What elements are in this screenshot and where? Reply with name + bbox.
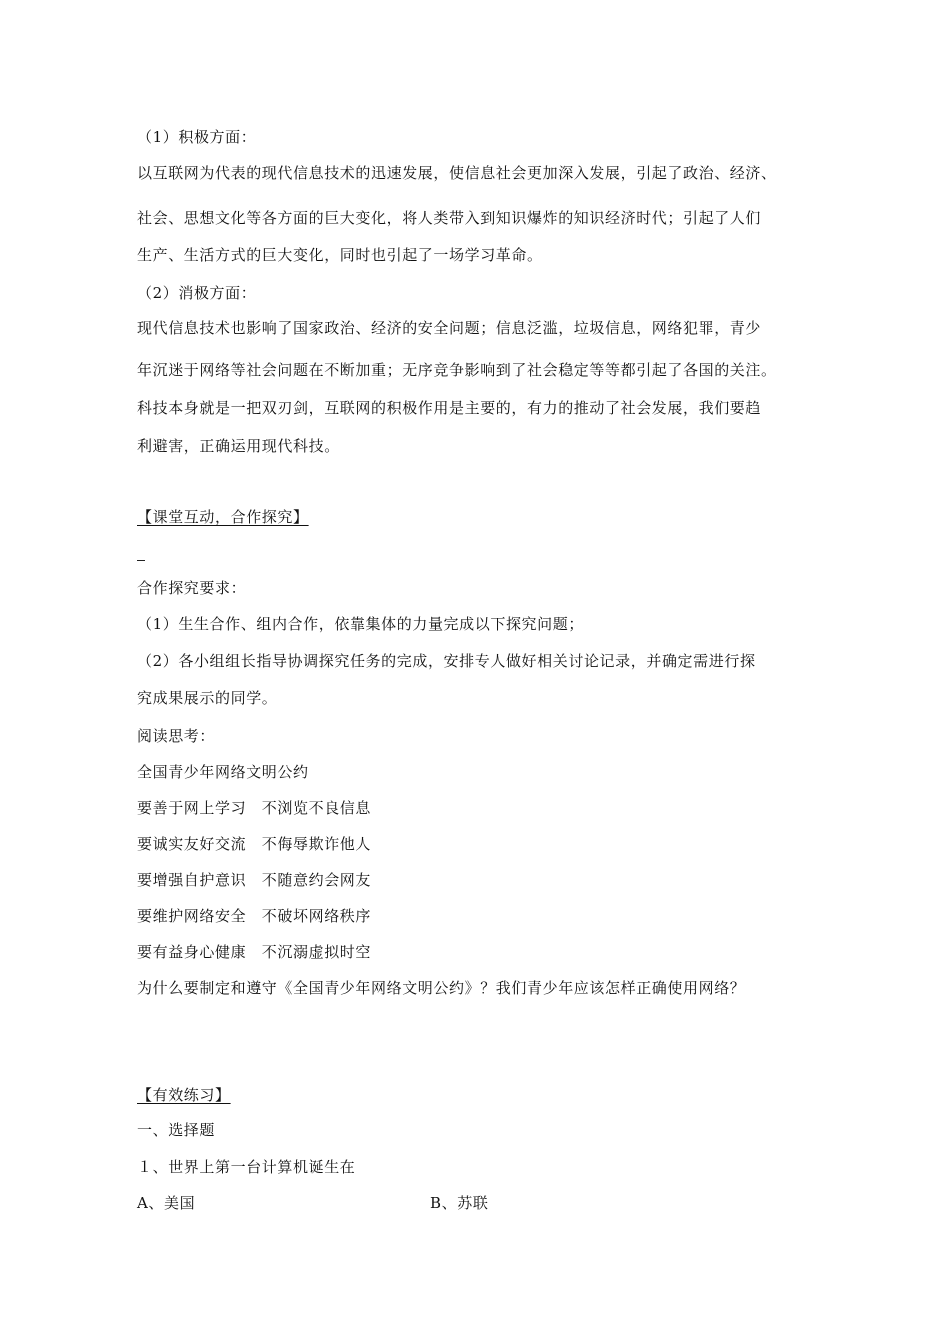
positive-paragraph-line: 社会、思想文化等各方面的巨大变化，将人类带入到知识爆炸的知识经济时代；引起了人们 (137, 209, 762, 227)
negative-paragraph-line: 现代信息技术也影响了国家政治、经济的安全问题；信息泛滥，垃圾信息，网络犯罪，青少 (137, 319, 762, 337)
convention-line: 要维护网络安全 不破坏网络秩序 (137, 907, 372, 925)
section-heading-practice: 【有效练习】 (137, 1086, 231, 1104)
negative-heading: （2）消极方面： (137, 284, 257, 302)
question-item: １、世界上第一台计算机诞生在 (137, 1158, 356, 1176)
requirement-item: （2）各小组组长指导协调探究任务的完成，安排专人做好相关讨论记录，并确定需进行探 (137, 652, 756, 670)
part-title: 一、选择题 (137, 1121, 216, 1139)
negative-paragraph-line: 科技本身就是一把双刃剑，互联网的积极作用是主要的，有力的推动了社会发展，我们要趋 (137, 399, 762, 417)
positive-heading: （1）积极方面： (137, 128, 257, 146)
section-heading-interaction: 【课堂互动，合作探究】 (137, 508, 309, 526)
convention-line: 要善于网上学习 不浏览不良信息 (137, 799, 372, 817)
requirements-title: 合作探究要求： (137, 579, 247, 597)
short-dash-divider (137, 560, 145, 561)
convention-title: 全国青少年网络文明公约 (137, 763, 309, 781)
option-b: B、苏联 (430, 1194, 489, 1212)
negative-paragraph-line: 利避害，正确运用现代科技。 (137, 437, 340, 455)
reading-title: 阅读思考： (137, 727, 216, 745)
negative-paragraph-line: 年沉迷于网络等社会问题在不断加重；无序竞争影响到了社会稳定等等都引起了各国的关注。 (137, 361, 777, 379)
positive-paragraph-line: 生产、生活方式的巨大变化，同时也引起了一场学习革命。 (137, 246, 543, 264)
convention-line: 要增强自护意识 不随意约会网友 (137, 871, 372, 889)
requirement-item: （1）生生合作、组内合作，依靠集体的力量完成以下探究问题； (137, 615, 584, 633)
option-a: A、美国 (137, 1194, 196, 1212)
convention-line: 要诚实友好交流 不侮辱欺诈他人 (137, 835, 372, 853)
positive-paragraph-line: 以互联网为代表的现代信息技术的迅速发展，使信息社会更加深入发展，引起了政治、经济、 (137, 164, 777, 182)
requirement-item-continued: 究成果展示的同学。 (137, 689, 278, 707)
discussion-question: 为什么要制定和遵守《全国青少年网络文明公约》？我们青少年应该怎样正确使用网络？ (137, 979, 746, 997)
convention-line: 要有益身心健康 不沉溺虚拟时空 (137, 943, 372, 961)
